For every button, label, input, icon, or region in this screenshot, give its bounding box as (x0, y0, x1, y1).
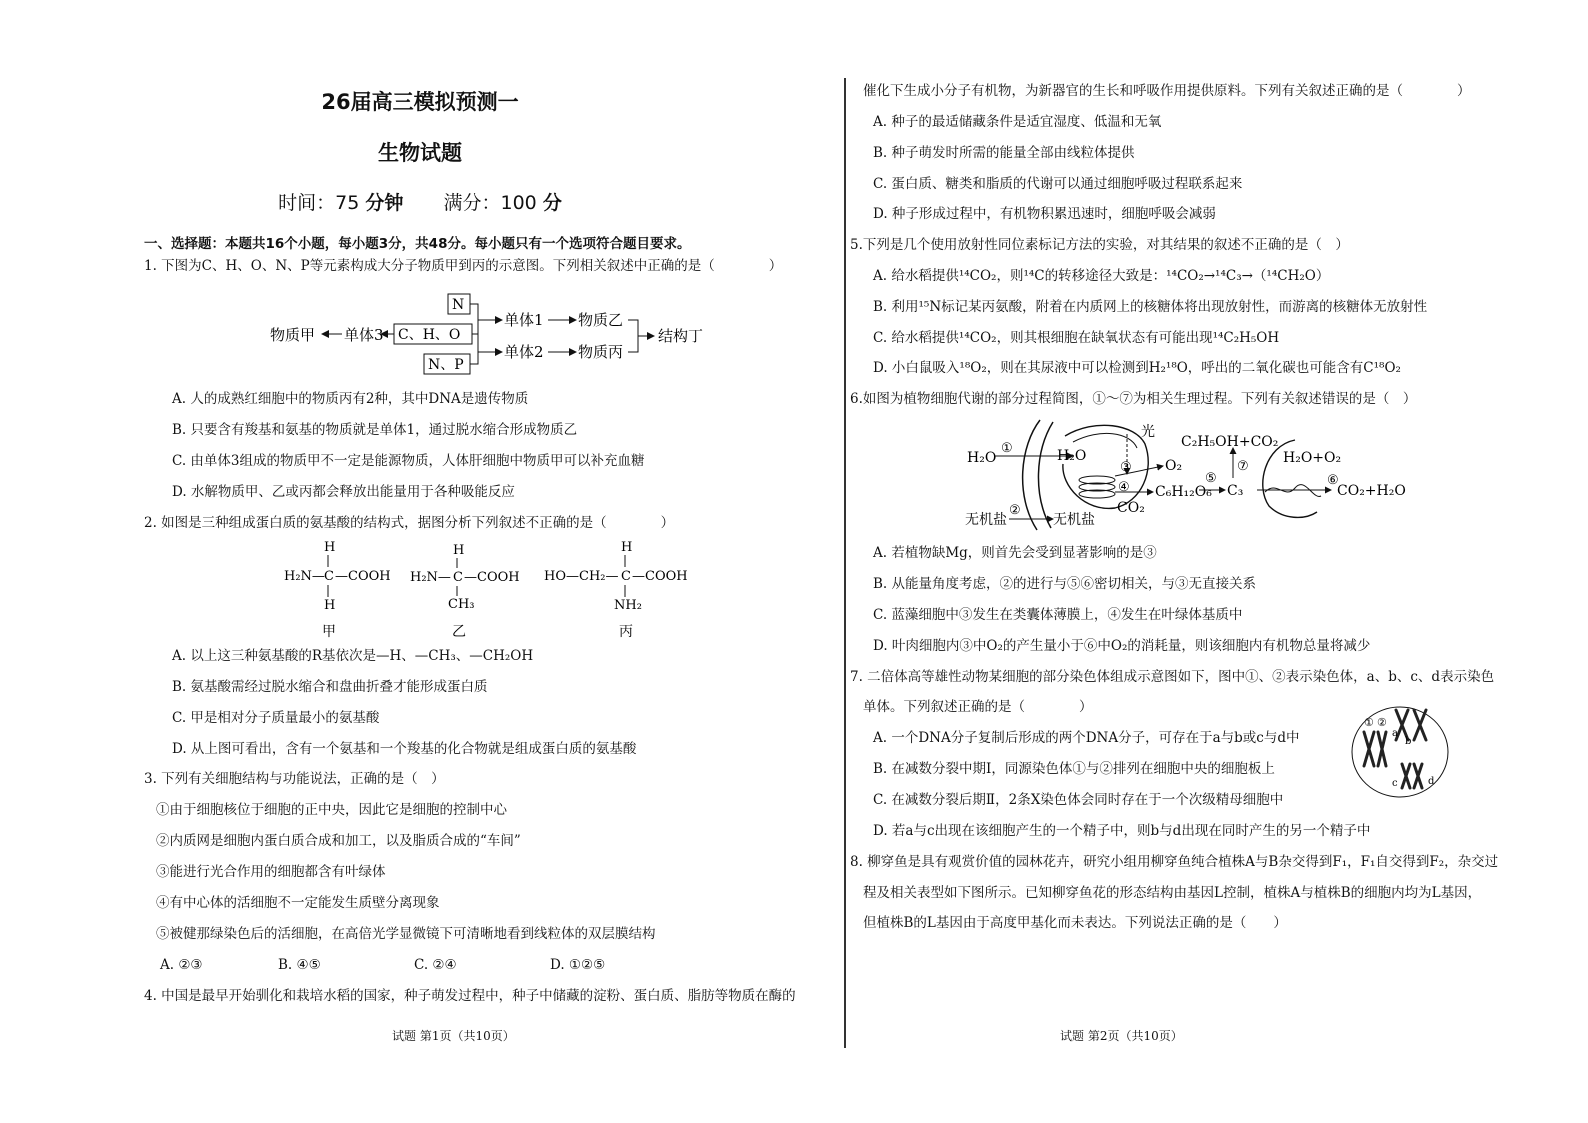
q4-option-a: A. 种子的最适储藏条件是适宜湿度、低温和无氧 (873, 114, 1162, 130)
q4-option-d: D. 种子形成过程中，有机物积累迅速时，细胞呼吸会减弱 (873, 206, 1216, 222)
svg-text:HO—CH₂—: HO—CH₂— (544, 569, 619, 584)
cell-membrane (1023, 420, 1040, 530)
svg-text:C: C (324, 569, 334, 584)
q4-option-b: B. 种子萌发时所需的能量全部由线粒体提供 (873, 145, 1135, 161)
q2-stem: 2. 如图是三种组成蛋白质的氨基酸的结构式，据图分析下列叙述不正确的是（ ） (144, 515, 675, 531)
h2o-inside: H₂O (1057, 448, 1087, 464)
q6-stem: 6.如图为植物细胞代谢的部分过程简图，①～⑦为相关生理过程。下列有关叙述错误的是（ ） (850, 391, 1417, 407)
q4-option-c: C. 蛋白质、糖类和脂质的代谢可以通过细胞呼吸过程联系起来 (873, 176, 1243, 192)
q4-stem-line1: 4. 中国是最早开始驯化和栽培水稻的国家，种子萌发过程中，种子中储藏的淀粉、蛋白质、脂肪等物质在酶的 (144, 988, 796, 1004)
footer-right: 试题 第2页（共10页） (1060, 1029, 1183, 1043)
q6-option-b: B. 从能量角度考虑，②的进行与⑤⑥密切相关，与③无直接关系 (873, 576, 1257, 592)
chromatid-c: c (1392, 778, 1398, 789)
section-heading: 一、选择题：本题共16个小题，每小题3分，共48分。每小题只有一个选项符合题目要求。 (144, 236, 691, 252)
ethanol-label: C₂H₅OH+CO₂ (1181, 434, 1279, 450)
q7-option-c: C. 在减数分裂后期Ⅱ，2条X染色体会同时存在于一个次级精母细胞中 (873, 792, 1284, 808)
svg-text:—COOH: —COOH (335, 569, 391, 584)
jia-label: 物质甲 (270, 326, 316, 344)
svg-text:NH₂: NH₂ (614, 598, 642, 613)
q4-stem-line2: 催化下生成小分子有机物，为新器官的生长和呼吸作用提供原料。下列有关叙述正确的是（ ） (863, 83, 1471, 99)
label-yi: 乙 (452, 624, 466, 640)
chromosome-pair-bottom (1402, 764, 1422, 788)
c3-label: C₃ (1227, 483, 1244, 499)
exam-title: 26届高三模拟预测一 (321, 90, 519, 114)
process-5: ⑤ (1205, 471, 1217, 486)
q5-option-d: D. 小白鼠吸入¹⁸O₂，则在其尿液中可以检测到H₂¹⁸O，呼出的二氧化碳也可能含有C¹⁸O₂ (873, 360, 1401, 376)
q7-option-d: D. 若a与c出现在该细胞产生的一个精子中，则b与d出现在同时产生的另一个精子中 (873, 823, 1371, 839)
o2-label: O₂ (1165, 458, 1183, 474)
process-7: ⑦ (1237, 459, 1249, 474)
q8-stem-line1: 8. 柳穿鱼是具有观赏价值的园林花卉，研究小组用柳穿鱼纯合植株A与B杂交得到F₁，F₁自交得到F₂，杂交过 (850, 854, 1499, 870)
q1-stem: 1. 下图为C、H、O、N、P等元素构成大分子物质甲到丙的示意图。下列相关叙述中正确的是（ ） (144, 258, 783, 274)
q6-diagram (965, 416, 1425, 536)
svg-text:H: H (324, 540, 336, 555)
line-np (470, 352, 478, 364)
glucose-label: C₆H₁₂O₆ (1155, 484, 1212, 500)
arrow-to-d2 (472, 334, 502, 352)
arrow-to-d1 (472, 320, 502, 334)
q3-stem: 3. 下列有关细胞结构与功能说法，正确的是（ ） (144, 771, 445, 787)
bing-label: 物质丙 (578, 343, 624, 361)
svg-text:H₂N—: H₂N— (284, 569, 325, 584)
q1-diagram (266, 288, 726, 380)
np-label: N、P (428, 357, 464, 373)
svg-text:H: H (324, 598, 336, 613)
co2-h2o-label: CO₂+H₂O (1337, 483, 1406, 499)
salt-inside: 无机盐 (1053, 512, 1095, 528)
chromosome-pair-left (1364, 732, 1386, 766)
q3-statement-3: ③能进行光合作用的细胞都含有叶绿体 (156, 864, 386, 880)
yi-label: 物质乙 (578, 311, 624, 329)
q6-option-c: C. 蓝藻细胞中③发生在类囊体薄膜上，④发生在叶绿体基质中 (873, 607, 1243, 623)
time-label: 时间：75 (278, 192, 360, 214)
glycine-structure (284, 540, 391, 640)
q5-option-a: A. 给水稻提供¹⁴CO₂，则¹⁴C的转移途径大致是：¹⁴CO₂→¹⁴C₃→（¹⁴CH₂O） (873, 268, 1330, 284)
process-1: ① (1001, 441, 1013, 456)
salt-outside: 无机盐 (965, 512, 1007, 528)
label-jia: 甲 (322, 624, 336, 640)
chromatid-a: a (1392, 728, 1398, 739)
arrow-to-ding (628, 320, 654, 352)
svg-text:H: H (621, 540, 633, 555)
svg-text:C: C (453, 570, 463, 585)
svg-text:H: H (453, 543, 465, 558)
process-6: ⑥ (1327, 473, 1339, 488)
q3-option-b: B. ④⑤ (278, 957, 321, 973)
svg-text:C: C (621, 569, 631, 584)
co2-label: CO₂ (1117, 500, 1145, 516)
q5-stem: 5.下列是几个使用放射性同位素标记方法的实验，对其结果的叙述不正确的是（ ） (850, 237, 1349, 253)
chromatid-b: b (1405, 736, 1412, 747)
q3-option-d: D. ①②⑤ (550, 957, 606, 973)
subject-title: 生物试题 (378, 141, 462, 165)
page-divider (844, 78, 846, 1048)
q8-stem-line2: 程及相关表型如下图所示。已知柳穿鱼花的形态结构由基因L控制，植株A与植株B的细胞内均为L基因， (863, 885, 1482, 901)
q8-stem-line3: 但植株B的L基因由于高度甲基化而未表达。下列说法正确的是（ ） (863, 915, 1287, 931)
light-label: 光 (1141, 424, 1155, 440)
q6-option-d: D. 叶肉细胞内③中O₂的产生量小于⑥中O₂的消耗量，则该细胞内有机物总量将减少 (873, 638, 1371, 654)
ding-label: 结构丁 (658, 327, 704, 345)
q2-option-d: D. 从上图可看出，含有一个氨基和一个羧基的化合物就是组成蛋白质的氨基酸 (172, 741, 637, 757)
q5-option-b: B. 利用¹⁵N标记某丙氨酸，附着在内质网上的核糖体将出现放射性，而游离的核糖体无放射性 (873, 299, 1428, 315)
q1-option-b: B. 只要含有羧基和氨基的物质就是单体1，通过脱水缩合形成物质乙 (172, 422, 578, 438)
svg-text:—COOH: —COOH (632, 569, 688, 584)
q3-statement-2: ②内质网是细胞内蛋白质合成和加工，以及脂质合成的“车间” (156, 833, 521, 849)
q3-option-c: C. ②④ (414, 957, 457, 973)
q1-option-c: C. 由单体3组成的物质甲不一定是能源物质，人体肝细胞中物质甲可以补充血糖 (172, 453, 645, 469)
alanine-structure (410, 543, 520, 640)
h2o-o2-label: H₂O+O₂ (1283, 450, 1342, 466)
footer-left: 试题 第1页（共10页） (392, 1029, 515, 1043)
q2-option-a: A. 以上这三种氨基酸的R基依次是—H、—CH₃、—CH₂OH (172, 648, 534, 664)
q7-stem-line1: 7. 二倍体高等雄性动物某细胞的部分染色体组成示意图如下，图中①、②表示染色体，a、b、c、d表示染色 (850, 669, 1495, 685)
mitochondrion-crista (1265, 485, 1321, 497)
svg-text:H₂N—: H₂N— (410, 570, 451, 585)
q2-option-b: B. 氨基酸需经过脱水缩合和盘曲折叠才能形成蛋白质 (172, 679, 488, 695)
score-label: 满分：100 (443, 192, 537, 214)
q1-option-a: A. 人的成熟红细胞中的物质丙有2种，其中DNA是遗传物质 (172, 391, 529, 407)
right-page (850, 0, 1588, 1123)
chloroplast-outline (1063, 425, 1148, 508)
time-score-line (0, 188, 840, 215)
process-4: ④ (1118, 480, 1130, 495)
q2-option-c: C. 甲是相对分子质量最小的氨基酸 (172, 710, 380, 726)
q3-statement-4: ④有中心体的活细胞不一定能发生质壁分离现象 (156, 895, 440, 911)
q7-option-a: A. 一个DNA分子复制后形成的两个DNA分子，可存在于a与b或c与d中 (873, 730, 1300, 746)
n-label: N (452, 297, 465, 313)
svg-text:—COOH: —COOH (464, 570, 520, 585)
q7-option-b: B. 在减数分裂中期Ⅰ，同源染色体①与②排列在细胞中央的细胞板上 (873, 761, 1275, 777)
process-3: ③ (1120, 460, 1132, 475)
q5-option-c: C. 给水稻提供¹⁴CO₂，则其根细胞在缺氧状态有可能出现¹⁴C₂H₅OH (873, 330, 1280, 346)
svg-text:CH₃: CH₃ (448, 597, 475, 612)
score-unit: 分 (542, 192, 562, 214)
d3-label: 单体3 (344, 326, 384, 344)
line-n (470, 304, 478, 320)
d1-label: 单体1 (504, 311, 544, 329)
time-unit: 分钟 (365, 192, 404, 214)
cell-wall (1038, 422, 1053, 528)
q7-cell-diagram (1350, 704, 1450, 800)
q3-statement-5: ⑤被健那绿染色后的活细胞，在高倍光学显微镜下可清晰地看到线粒体的双层膜结构 (156, 926, 656, 942)
chromatid-d: d (1428, 776, 1435, 787)
q3-statement-1: ①由于细胞核位于细胞的正中央，因此它是细胞的控制中心 (156, 802, 507, 818)
serine-structure (544, 540, 688, 640)
q6-option-a: A. 若植物缺Mg，则首先会受到显著影响的是③ (873, 545, 1157, 561)
label-bing: 丙 (619, 624, 633, 640)
q7-stem-line2: 单体。下列叙述正确的是（ ） (863, 699, 1093, 715)
q3-option-a: A. ②③ (160, 957, 203, 973)
process-2: ② (1009, 503, 1021, 518)
chromosome-2-label: ② (1377, 716, 1387, 729)
h2o-outside: H₂O (967, 450, 997, 466)
chromosome-1-label: ① (1364, 716, 1374, 729)
cho-label: C、H、O (398, 327, 461, 343)
d2-label: 单体2 (504, 343, 544, 361)
q2-structures (280, 538, 700, 642)
q1-option-d: D. 水解物质甲、乙或丙都会释放出能量用于各种吸能反应 (172, 484, 515, 500)
